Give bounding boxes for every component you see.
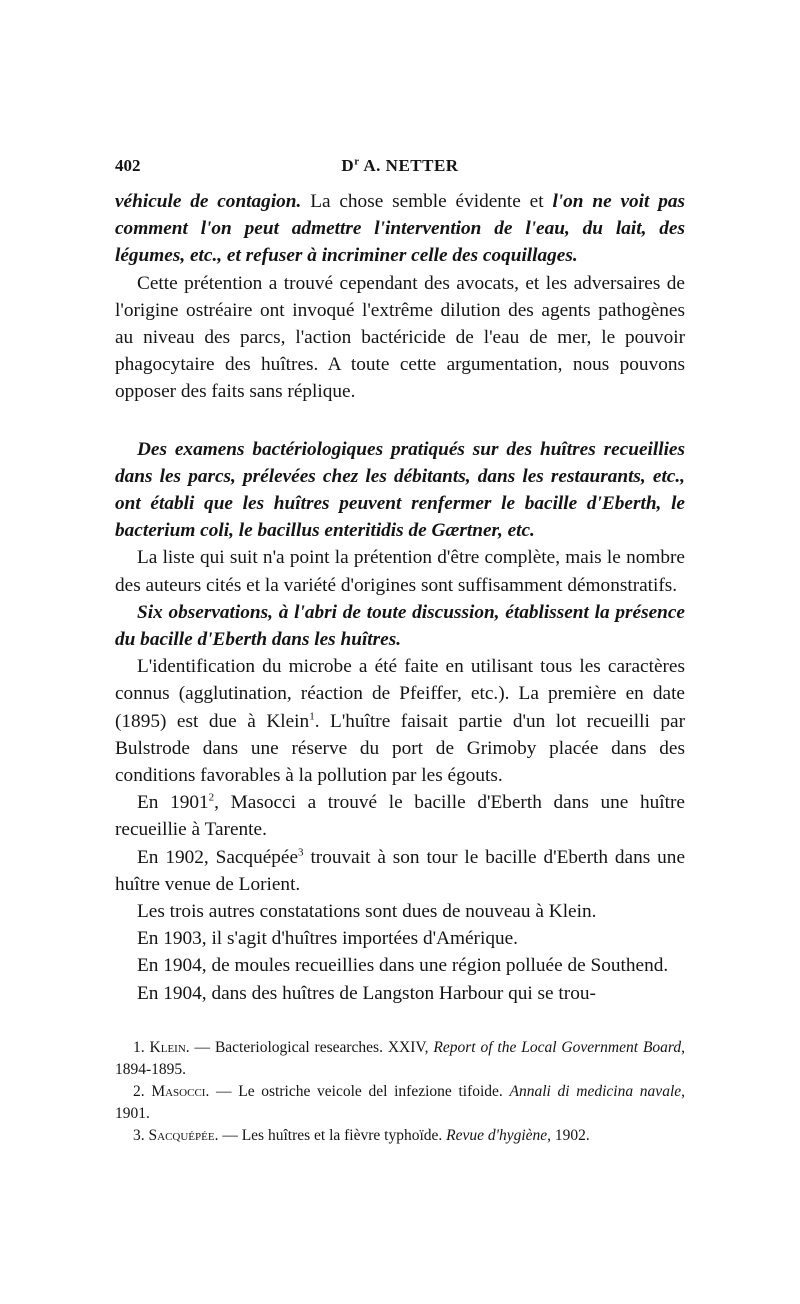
footnote-ref-2[interactable]: 2 bbox=[208, 791, 215, 804]
p7-text: En 1901 bbox=[137, 792, 209, 814]
p8-text: En 1902, Sacquépée bbox=[137, 846, 299, 868]
paragraph-1 bbox=[115, 188, 685, 270]
footnote-ref-3[interactable]: 3 bbox=[298, 846, 304, 859]
paragraph-11: En 1904, de moules recueillies dans une région polluée de Southend. bbox=[137, 955, 669, 977]
footnotes bbox=[115, 1037, 685, 1147]
p1-italic: véhicule de contagion. bbox=[115, 191, 302, 212]
author-name: A. NETTER bbox=[359, 156, 459, 175]
footnote-ref-1[interactable]: 1 bbox=[309, 710, 315, 723]
p6-text-2: . L'huître faisait partie d'un lot recueilli par Bulstrode dans une réserve du port de Grimoby placée dans des conditions favorables à la pollution par les égouts. bbox=[115, 710, 685, 787]
paragraph-3 bbox=[115, 436, 685, 545]
footnote-3-end: , 1902. bbox=[547, 1126, 590, 1144]
footnote-1-number: 1. bbox=[133, 1038, 150, 1056]
p7-text-2: , Masocci a trouvé le bacille d'Eberth dans une huître recueillie à Tarente. bbox=[115, 792, 685, 841]
footnote-3-number: 3. bbox=[133, 1126, 149, 1144]
footnote-1-end: , 1894-1895. bbox=[115, 1038, 685, 1078]
paragraph-8 bbox=[115, 844, 685, 898]
footnote-2-number: 2. bbox=[133, 1082, 152, 1100]
p1-text: La chose semble évidente et bbox=[301, 191, 553, 212]
page bbox=[115, 150, 685, 1147]
paragraph-7 bbox=[115, 789, 685, 843]
footnote-2-source: Annali di medicina navale bbox=[509, 1082, 682, 1100]
body-text bbox=[115, 188, 685, 1007]
footnote-3 bbox=[115, 1125, 685, 1147]
paragraph-6 bbox=[115, 653, 685, 789]
footnote-3-source: Revue d'hygiène bbox=[446, 1126, 548, 1144]
paragraph-2: Cette prétention a trouvé cependant des avocats, et les adversaires de l'origine ostréaire ont invoqué l'extrême dilution des agents pathogènes au niveau des parcs, l'action bactéricide de l'eau de mer, le pouvoir phagocytaire des huîtres. A toute cette argumentation, nous pouvons opposer des faits sans réplique. bbox=[115, 272, 685, 403]
p8-text-2: trouvait à son tour le bacille d'Eberth dans une huître venue de Lorient. bbox=[115, 846, 685, 895]
p5-italic: Six observations, à l'abri de toute discussion, établissent la présence du bacille d'Eberth dans les huîtres. bbox=[115, 601, 685, 651]
running-header bbox=[115, 150, 685, 176]
footnote-2-text: . — Le ostriche veicole del infezione tifoide. bbox=[205, 1082, 510, 1100]
p3-italic: Des examens bactériologiques pratiqués sur des huîtres recueillies dans les parcs, prélevées chez les débitants, dans les restaurants, etc., ont établi que les huîtres peuvent renfermer le bacille d'Eberth, le bacterium coli, le bacillus enteritidis de Gærtner, etc. bbox=[115, 438, 685, 542]
footnote-1-author: Klein bbox=[149, 1038, 186, 1056]
footnote-1-text: . — Bacteriological researches. XXIV, bbox=[185, 1038, 434, 1056]
footnote-2-end: , 1901. bbox=[115, 1082, 685, 1122]
footnote-1 bbox=[115, 1037, 685, 1081]
footnote-1-source: Report of the Local Government Board bbox=[433, 1038, 682, 1056]
p1-italic-2: l'on ne voit pas comment l'on peut admettre l'intervention de l'eau, du lait, des légumes, etc., et refuser à incriminer celle des coquillages. bbox=[115, 191, 685, 267]
paragraph-5 bbox=[115, 599, 685, 653]
paragraph-4: La liste qui suit n'a point la prétention d'être complète, mais le nombre des auteurs cités et la variété d'origines sont suffisamment démonstratifs. bbox=[115, 547, 685, 596]
p6-text: L'identification du microbe a été faite en utilisant tous les caractères connus (agglutination, réaction de Pfeiffer, etc.). La première en date (1895) est due à Klein bbox=[115, 656, 685, 732]
paragraph-10: En 1903, il s'agit d'huîtres importées d'Amérique. bbox=[137, 928, 518, 950]
page-number: 402 bbox=[115, 156, 141, 175]
author-header bbox=[115, 156, 685, 176]
paragraph-9: Les trois autres constatations sont dues de nouveau à Klein. bbox=[137, 901, 597, 923]
footnote-3-author: Sacquépée bbox=[148, 1126, 215, 1144]
paragraph-12: En 1904, dans des huîtres de Langston Harbour qui se trou- bbox=[137, 982, 596, 1004]
author-prefix: D bbox=[341, 156, 355, 175]
footnote-3-text: . — Les huîtres et la fièvre typhoïde. bbox=[214, 1126, 447, 1144]
footnote-2-author: Masocci bbox=[151, 1082, 206, 1100]
author-sup: r bbox=[354, 155, 360, 168]
footnote-2 bbox=[115, 1081, 685, 1125]
